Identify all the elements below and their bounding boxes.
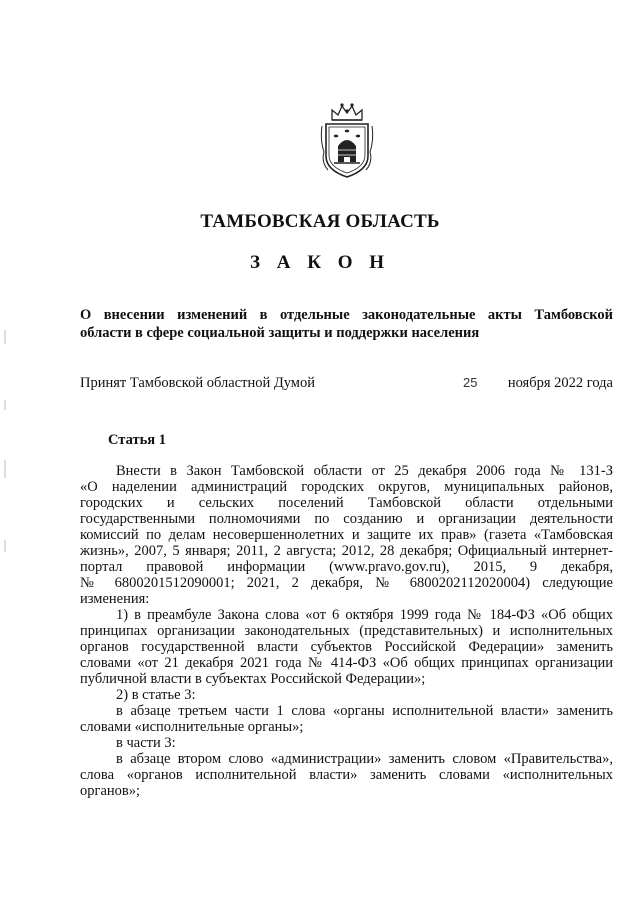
body-line: в абзаце третьем части 1 слова «органы исполнительной власти» заменить [116, 703, 613, 719]
body-line: словами «исполнительные органы»; [80, 719, 304, 735]
body-line: государственными полномочиями по созданию и организации деятельности [80, 511, 613, 527]
body-line: «О наделении администраций городских округов, муниципальных районов, [80, 479, 613, 495]
body-line: публичной власти в субъектах Российской Федерации»; [80, 671, 426, 687]
body-line: комиссий по делам несовершеннолетних и защите их прав» (газета «Тамбовская [80, 527, 613, 543]
law-subject-line: О внесении изменений в отдельные законодательные акты Тамбовской [80, 307, 613, 323]
body-line: портал правовой информации (www.pravo.gov.ru), 2015, 9 декабря, [80, 559, 613, 575]
document-type-heading: З А К О Н [249, 252, 391, 273]
law-subject-line: области в сфере социальной защиты и поддержки населения [80, 325, 480, 341]
article-title: Статья 1 [108, 432, 166, 448]
body-line: жизнь», 2007, 5 января; 2011, 2 августа; 2012, 28 декабря; Официальный интернет- [80, 543, 613, 559]
body-line: в части 3: [116, 735, 176, 751]
body-line: Внести в Закон Тамбовской области от 25 декабря 2006 года № 131-З [116, 463, 613, 479]
adoption-day: 25 [463, 375, 478, 390]
body-line: 1) в преамбуле Закона слова «от 6 октября 1999 года № 184-ФЗ «Об общих [116, 607, 613, 623]
body-line: словами «от 21 декабря 2021 года № 414-ФЗ «Об общих принципах организации [80, 655, 613, 671]
body-line: органов государственной власти субъектов Российской Федерации» заменить [80, 639, 613, 655]
adoption-line [80, 374, 613, 392]
region-heading: ТАМБОВСКАЯ ОБЛАСТЬ [200, 211, 440, 232]
adoption-month-year: ноября 2022 года [507, 375, 613, 391]
law-subject [80, 306, 613, 342]
body-line: городских и сельских поселений Тамбовской области отдельными [80, 495, 613, 511]
body-line: 2) в статье 3: [116, 687, 196, 703]
scan-margin-marks [4, 330, 6, 590]
adoption-label: Принят Тамбовской областной Думой [80, 375, 315, 391]
body-line: изменения: [80, 591, 150, 607]
body-line: принципах организации законодательных (представительных) и исполнительных [80, 623, 613, 639]
article-body [80, 463, 613, 799]
body-line: слова «органов исполнительной власти» заменить словами «исполнительных [80, 767, 613, 783]
tambov-coat-of-arms-icon [318, 100, 376, 180]
body-line: № 6800201512090001; 2021, 2 декабря, № 6800202112020004) следующие [80, 575, 613, 591]
body-line: в абзаце втором слово «администрации» заменить словом «Правительства», [116, 751, 613, 767]
body-line: органов»; [80, 783, 141, 799]
